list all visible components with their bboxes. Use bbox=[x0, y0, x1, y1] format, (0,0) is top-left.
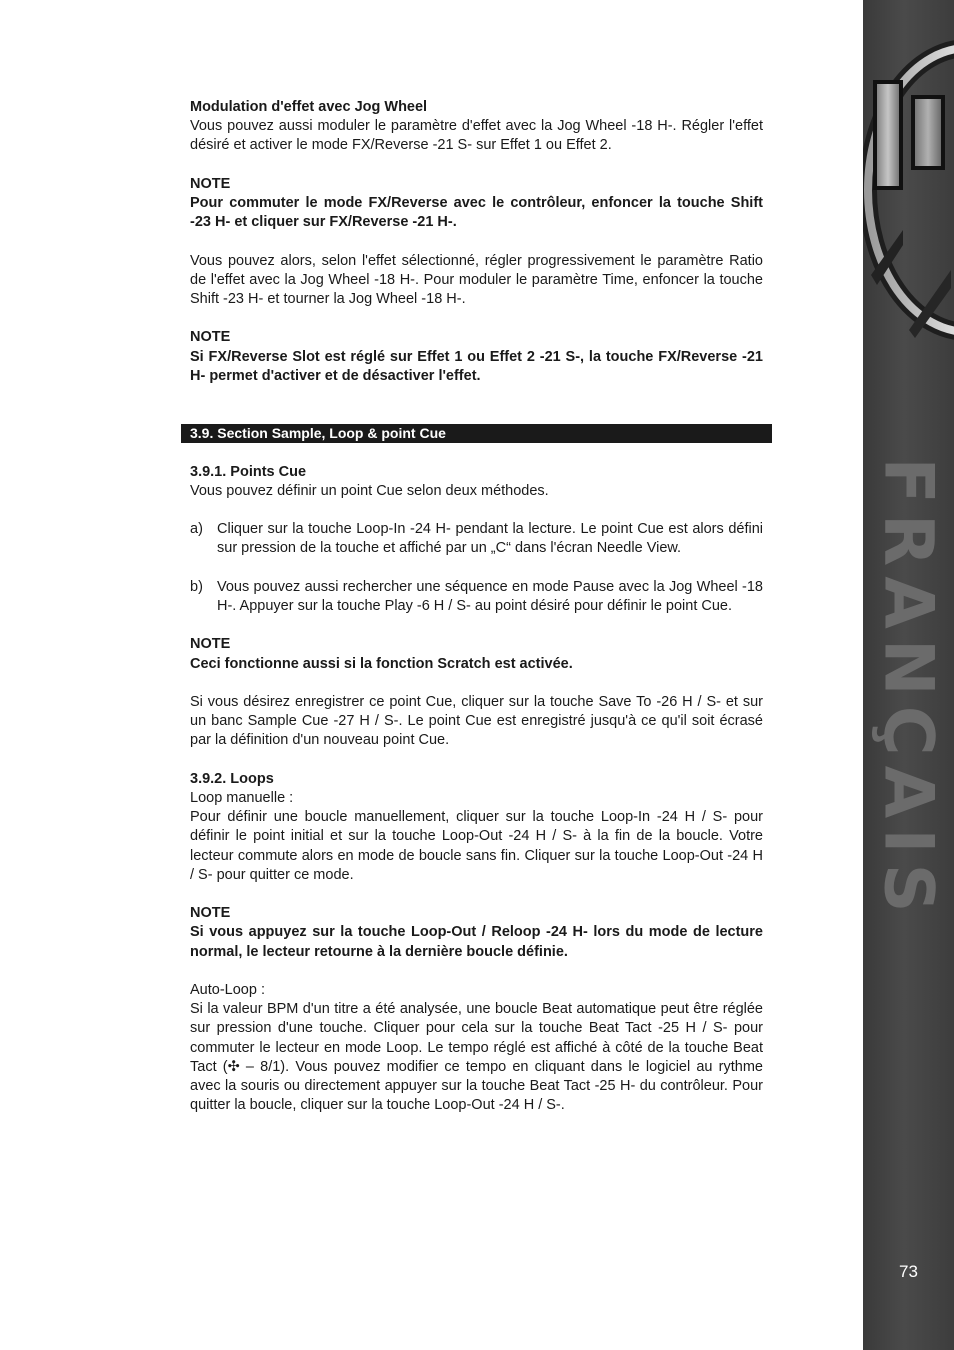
list-marker: b) bbox=[190, 578, 203, 595]
note-label: NOTE bbox=[190, 905, 231, 922]
subsection-heading: 3.9.1. Points Cue bbox=[190, 463, 307, 480]
body-paragraph: Vous pouvez définir un point Cue selon deux méthodes. bbox=[190, 482, 549, 499]
list-item bbox=[190, 520, 763, 558]
brand-logo bbox=[863, 40, 954, 340]
note-label: NOTE bbox=[190, 175, 231, 192]
note-text: Pour commuter le mode FX/Reverse avec le contrôleur, enfoncer la touche Shift -23 H- et cliquer sur FX/Reverse -21 H-. bbox=[190, 195, 763, 231]
note-label: NOTE bbox=[190, 329, 231, 346]
spacer bbox=[190, 405, 763, 424]
section-title-bar: 3.9. Section Sample, Loop & point Cue bbox=[181, 424, 772, 443]
list-marker: a) bbox=[190, 521, 203, 538]
body-paragraph: Si la valeur BPM d'un titre a été analysée, une boucle Beat automatique peut être réglée sur pression d'une touche. Cliquer pour cela sur la touche Beat Tact -25 H / S- pour commuter le lecteur en mode Loop. Le tempo réglé est affiché à côté de la touche Beat Tact (✣ – 8/1). Vous pouvez modifier ce tempo en cliquant dans le logiciel au rythme avec la souris ou directement appuyer sur la touche Beat Tact -25 H- du contrôleur. Pour quitter la boucle, cliquer sur la touche Loop-Out -24 H / S-. bbox=[190, 1001, 763, 1114]
list-item bbox=[190, 578, 763, 616]
page-content bbox=[190, 98, 763, 1135]
body-paragraph: Vous pouvez alors, selon l'effet sélectionné, régler progressivement le paramètre Ratio de l'effet avec la Jog Wheel -18 H-. Pour moduler le paramètre Time, enfoncer la touche Shift -23 H- et tourner la Jog Wheel -18 H-. bbox=[190, 252, 763, 307]
list-item-text: Vous pouvez aussi rechercher une séquence en mode Pause avec la Jog Wheel -18 H-. Appuyer sur la touche Play -6 H / S- au point désiré pour définir le point Cue. bbox=[217, 578, 763, 614]
language-sidebar bbox=[863, 0, 954, 1350]
note-label: NOTE bbox=[190, 636, 231, 653]
body-paragraph: Si vous désirez enregistrer ce point Cue, cliquer sur la touche Save To -26 H / S- et sur un banc Sample Cue -27 H / S-. Le point Cue est enregistré jusqu'à ce qu'il soit écrasé par la définition d'un nouveau point Cue. bbox=[190, 693, 763, 749]
note-text: Ceci fonctionne aussi si la fonction Scratch est activée. bbox=[190, 655, 573, 672]
note-text: Si FX/Reverse Slot est réglé sur Effet 1 ou Effet 2 -21 S-, la touche FX/Reverse -21 H- permet d'activer et de désactiver l'effet. bbox=[190, 348, 763, 384]
body-label: Loop manuelle : bbox=[190, 789, 294, 806]
block-heading: Modulation d'effet avec Jog Wheel bbox=[190, 99, 428, 115]
note-text: Si vous appuyez sur la touche Loop-Out / Reloop -24 H- lors du mode de lecture normal, le lecteur retourne à la dernière boucle définie. bbox=[190, 924, 763, 960]
subsection-heading: 3.9.2. Loops bbox=[190, 770, 274, 787]
language-label: FRANÇAIS bbox=[868, 457, 948, 923]
body-paragraph: Pour définir une boucle manuellement, cliquer sur la touche Loop-In -24 H / S- pour définir le point initial et sur la touche Loop-Out -24 H / S- à la fin de la boucle. Votre lecteur commute alors en mode de boucle sans fin. Cliquer sur la touche Loop-Out -24 H / S- pour quitter ce mode. bbox=[190, 809, 763, 883]
body-paragraph: Vous pouvez aussi moduler le paramètre d'effet avec la Jog Wheel -18 H-. Régler l'effet désiré et activer le mode FX/Reverse -21 S- sur Effet 1 ou Effet 2. bbox=[190, 118, 763, 154]
page-number: 73 bbox=[899, 1262, 918, 1281]
body-label: Auto-Loop : bbox=[190, 981, 265, 998]
list-item-text: Cliquer sur la touche Loop-In -24 H- pendant la lecture. Le point Cue est alors défini sur pression de la touche et affiché par un „C“ dans l'écran Needle View. bbox=[217, 521, 763, 557]
